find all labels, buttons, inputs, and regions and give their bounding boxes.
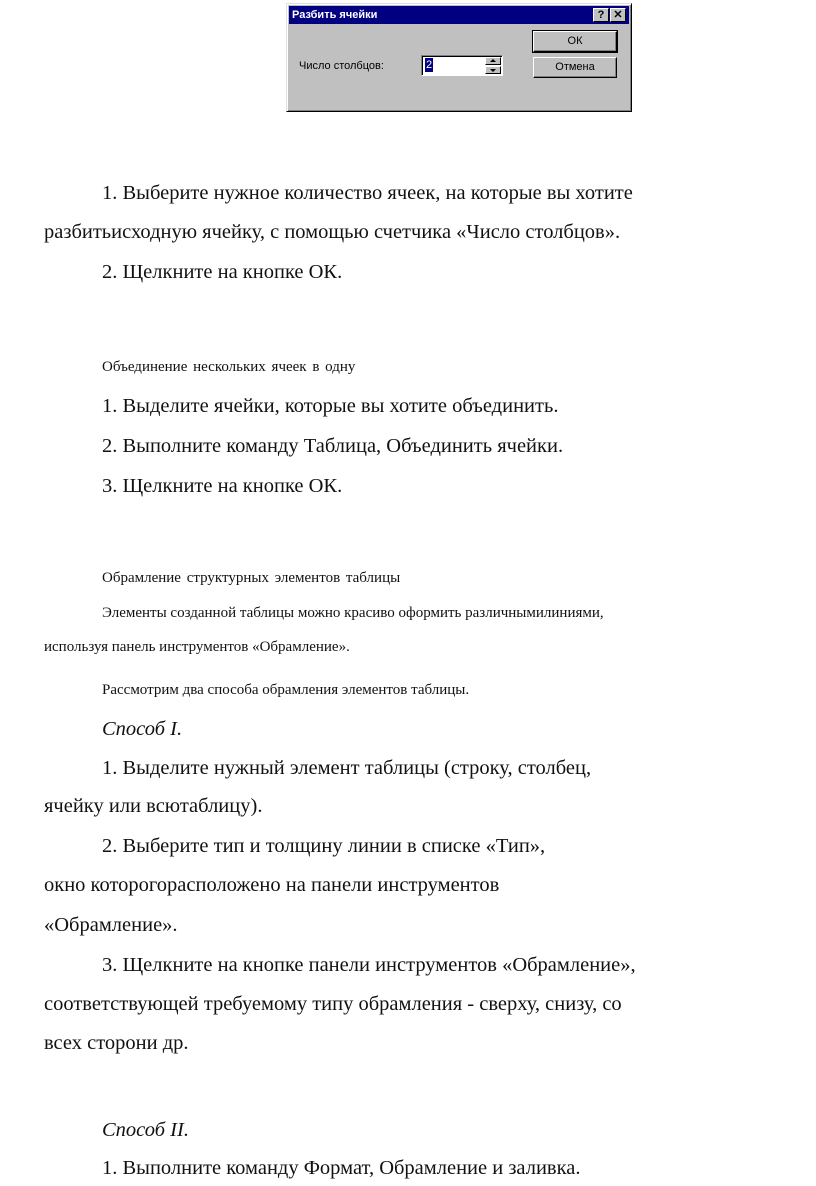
spinner-up-button[interactable]: [485, 57, 501, 65]
method1-step1-line2: ячейку или всютаблицу).: [44, 795, 263, 817]
dialog-title: Разбить ячейки: [292, 9, 378, 21]
merge-heading: Объединение нескольких ячеек в одну: [102, 359, 356, 375]
step-choose-count-line1: 1. Выберите нужное количество ячеек, на которые вы хотите: [102, 182, 633, 204]
step-click-ok: 2. Щелкните на кнопке ОК.: [102, 261, 343, 283]
arrow-up-icon: [490, 59, 496, 62]
columns-value[interactable]: 2: [426, 59, 433, 71]
method-2-heading: Способ II.: [102, 1119, 189, 1141]
ok-button[interactable]: ОК: [533, 31, 617, 52]
method1-step2-line2: окно которогорасположено на панели инструментов: [44, 874, 500, 896]
border-heading: Обрамление структурных элементов таблицы: [102, 570, 401, 586]
step-choose-count-line2: разбитьисходную ячейку, с помощью счетчика «Число столбцов».: [44, 221, 621, 243]
method1-step3-line2: соответствующей требуемому типу обрамления - сверху, снизу, со: [44, 993, 622, 1015]
help-button[interactable]: ?: [593, 8, 609, 22]
close-button[interactable]: ✕: [610, 8, 626, 22]
merge-step-2: 2. Выполните команду Таблица, Объединить ячейки.: [102, 435, 564, 457]
method2-step1: 1. Выполните команду Формат, Обрамление и заливка.: [102, 1157, 581, 1179]
merge-step-1: 1. Выделите ячейки, которые вы хотите объединить.: [102, 395, 559, 417]
border-intro-line2: используя панель инструментов «Обрамление».: [44, 639, 350, 655]
method1-step1-line1: 1. Выделите нужный элемент таблицы (строку, столбец,: [102, 757, 592, 779]
method1-step3-line3: всех сторони др.: [44, 1032, 189, 1054]
columns-label: Число столбцов:: [299, 60, 384, 72]
split-cells-dialog: [286, 3, 632, 112]
arrow-down-icon: [490, 69, 496, 72]
spinner-buttons: [485, 57, 501, 74]
method1-step3-line1: 3. Щелкните на кнопке панели инструментов «Обрамление»,: [102, 954, 636, 976]
cancel-button[interactable]: Отмена: [533, 57, 617, 78]
border-two-ways: Рассмотрим два способа обрамления элементов таблицы.: [102, 682, 470, 698]
method-1-heading: Способ I.: [102, 718, 183, 740]
merge-step-3: 3. Щелкните на кнопке ОК.: [102, 475, 343, 497]
method1-step2-line1: 2. Выберите тип и толщину линии в списке «Тип»,: [102, 835, 546, 857]
columns-spinner[interactable]: [421, 55, 503, 76]
dialog-titlebar: [289, 6, 629, 24]
spinner-down-button[interactable]: [485, 66, 501, 74]
method1-step2-line3: «Обрамление».: [44, 914, 178, 936]
border-intro-line1: Элементы созданной таблицы можно красиво оформить различнымилиниями,: [102, 605, 604, 621]
